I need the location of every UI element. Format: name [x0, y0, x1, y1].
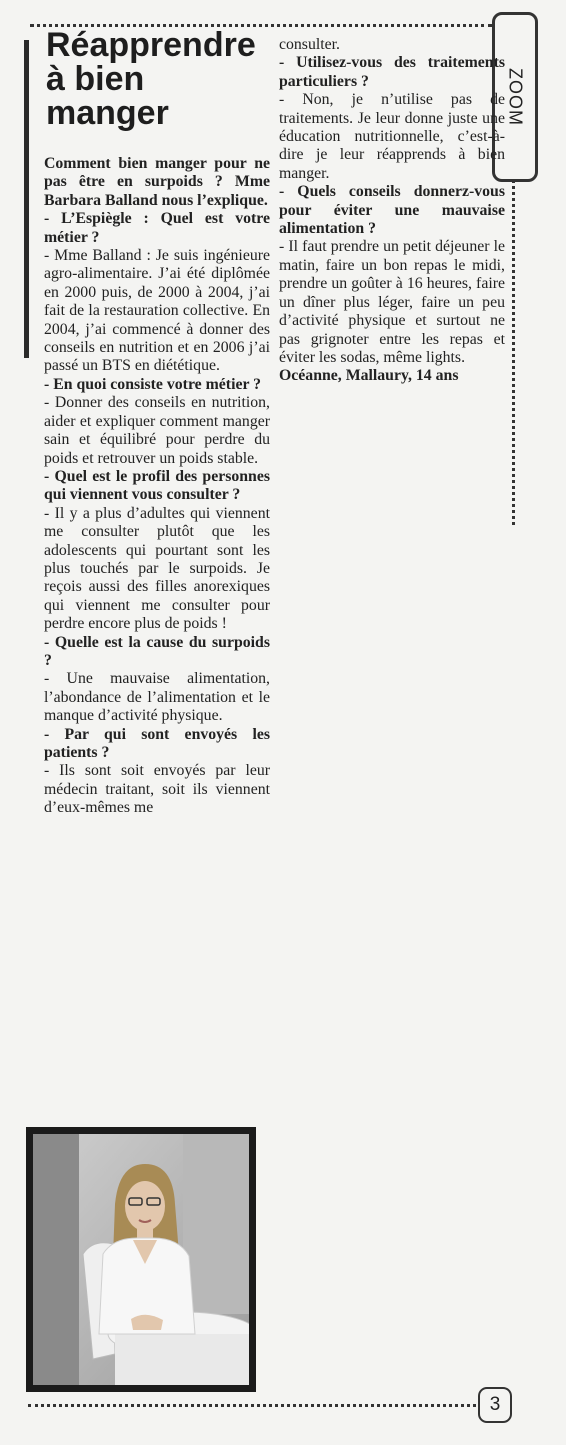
question-6: - Utilisez-vous des traitements particuliers ? — [279, 54, 505, 90]
page-number: 3 — [478, 1387, 512, 1423]
article-intro: Comment bien manger pour ne pas être en surpoids ? Mme Barbara Balland nous l’explique. — [44, 155, 270, 209]
interviewee-photo — [26, 1127, 256, 1392]
article-signature: Océanne, Mallaury, 14 ans — [279, 367, 459, 385]
answer-3: - Il y a plus d’adultes qui viennent me consulter plutôt que les adolescents qui pourtant sont les plus touchés par le surpoids. Je reçois aussi des filles anorexiques qui viennent me consulter pour perdre encore plus de poids ! — [44, 504, 270, 633]
article-column-right — [279, 36, 505, 386]
title-accent-bar — [24, 40, 29, 358]
answer-7: - Il faut prendre un petit déjeuner le matin, faire un bon repas le midi, prendre un goûter à 16 heures, faire un dîner plus léger, faire un peu d’activité physique et surtout ne pas grignoter entre les repas et éviter les sodas, même lights. — [279, 238, 505, 366]
answer-5-part-2: consulter. — [279, 36, 340, 53]
zoom-label: ZOOM — [505, 68, 526, 126]
answer-1: - Mme Balland : Je suis ingénieure agro-alimentaire. J’ai été diplômée en 2000 puis, de 2000 à 2004, j’ai fait de la restauration collective. En 2004, j’ai commencé à donner des conseils en nutrition et en 2006 j’ai passé un BTS en diététique. — [44, 247, 270, 375]
question-7: - Quels conseils donnerz-vous pour éviter une mauvaise alimentation ? — [279, 183, 505, 238]
question-2: - En quoi consiste votre métier ? — [44, 375, 262, 393]
dotted-border-right — [512, 180, 515, 525]
answer-4: - Une mauvaise alimentation, l’abondance de l’alimentation et le manque d’activité physique. — [44, 670, 270, 725]
answer-2: - Donner des conseils en nutrition, aider et expliquer comment manger sain et équilibré pour perdre du poids et retrouver un poids stable. — [44, 394, 270, 467]
answer-5-part-1: - Ils sont soit envoyés par leur médecin traitant, soit ils viennent d’eux-mêmes me — [44, 762, 270, 817]
portrait-image — [33, 1134, 249, 1385]
article-column-left — [44, 155, 270, 818]
answer-6: - Non, je n’utilise pas de traitements. Je leur donne juste une éducation nutritionnelle, c’est-à-dire je leur réapprends à bien manger. — [279, 91, 505, 182]
question-3: - Quel est le profil des personnes qui viennent vous consulter ? — [44, 467, 270, 504]
question-5: - Par qui sont envoyés les patients ? — [44, 725, 270, 761]
dotted-border-bottom — [28, 1404, 476, 1407]
article-title: Réapprendre à bien manger — [46, 26, 256, 132]
question-1: - L’Espiègle : Quel est votre métier ? — [44, 210, 270, 246]
question-4: - Quelle est la cause du surpoids ? — [44, 633, 270, 669]
